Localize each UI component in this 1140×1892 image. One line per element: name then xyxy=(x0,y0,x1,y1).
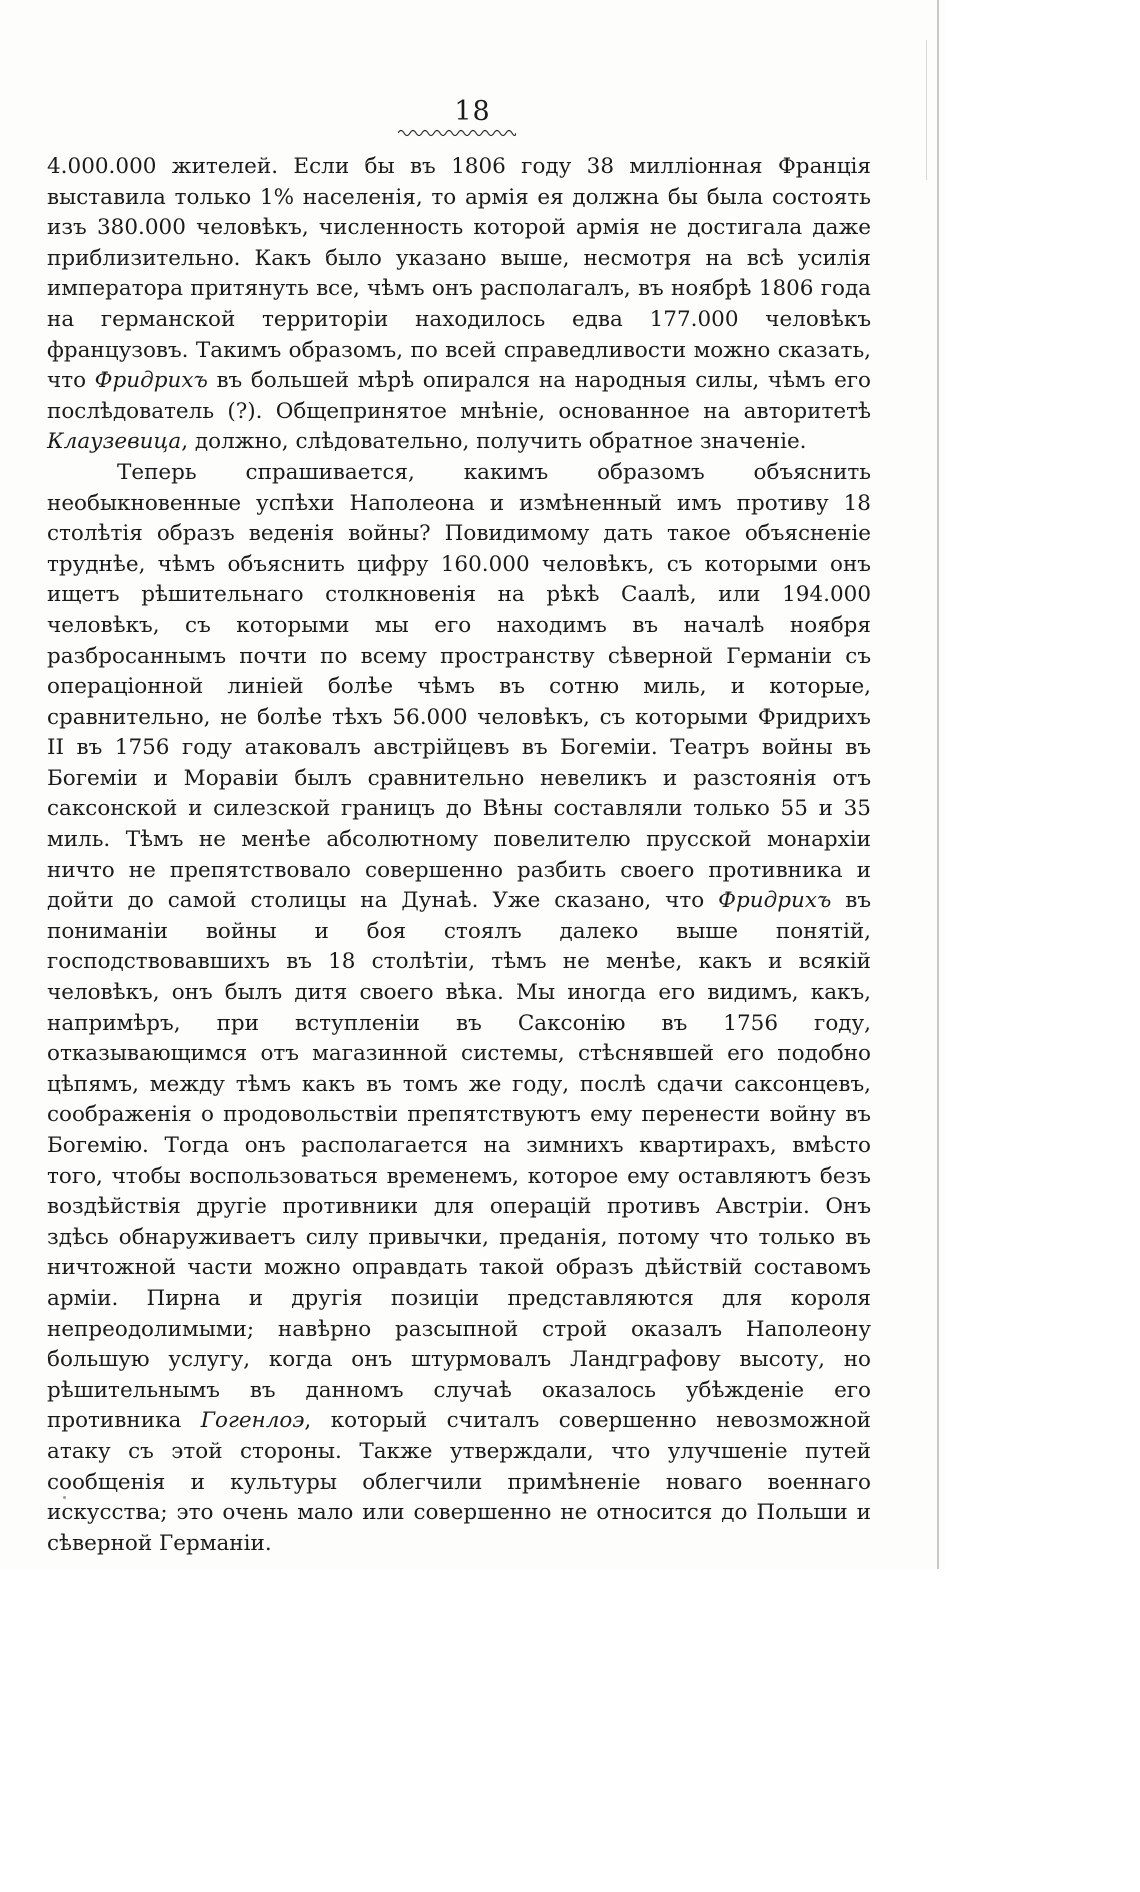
paragraph-1-text-a: 4.000.000 жителей. Если бы въ 1806 году 38 милліонная Франція выставила только 1% населенія, то армія ея должна бы была состоять изъ 380.000 человѣкъ, численность которой армія не достигала даже приблизительно. Какъ было указано выше, несмотря на всѣ усилія императора притянуть все, чѣмъ онъ располагалъ, въ ноябрѣ 1806 года на германской территоріи находилось едва 177.000 человѣкъ французовъ. Такимъ образомъ, по всей справедливости можно сказать, что xyxy=(47,154,871,394)
scan-speck xyxy=(63,1496,66,1499)
paragraph-2-text-b: въ пониманіи войны и боя стоялъ далеко выше понятій, господствовавшихъ въ 18 столѣтіи, тѣмъ не менѣе, какъ и всякій человѣкъ, онъ былъ дитя своего вѣка. Мы иногда его видимъ, какъ, напримѣръ, при вступленіи въ Саксонію въ 1756 году, отказывающимся отъ магазинной системы, стѣснявшей его подобно цѣпямъ, между тѣмъ какъ въ томъ же году, послѣ сдачи саксонцевъ, соображенія о продовольствіи препятствуютъ ему перенести войну въ Богемію. Тогда онъ располагается на зимнихъ квартирахъ, вмѣсто того, чтобы воспользоваться временемъ, которое ему оставляютъ безъ воздѣйствія другіе противники для операцій противъ Австріи. Онъ здѣсь обнаруживаетъ силу привычки, преданія, потому что только въ ничтожной части можно оправдать такой образъ дѣйствій составомъ арміи. Пирна и другія позиціи представляются для короля непреодолимыми; навѣрно разсыпной строй оказалъ Наполеону большую услугу, когда онъ штурмовалъ Ландграфову высоту, но рѣшительнымъ въ данномъ случаѣ оказалось убѣжденіе его противника xyxy=(47,888,872,1434)
italic-name-klauzevits: Клаузевица xyxy=(47,429,182,455)
paragraph-2-text-a: Теперь спрашивается, какимъ образомъ объяснить необыкновенные успѣхи Наполеона и измѣненный имъ противу 18 столѣтія образъ веденія войны? Повидимому дать такое объясненіе труднѣе, чѣмъ объяснить цифру 160.000 человѣкъ, съ которыми онъ ищетъ рѣшительнаго столкновенія на рѣкѣ Саалѣ, или 194.000 человѣкъ, съ которыми мы его находимъ въ началѣ ноября разбросаннымъ почти по всему пространству сѣверной Германіи съ операціонной линіей болѣе чѣмъ въ сотню миль, и которые, сравнительно, не болѣе тѣхъ 56.000 человѣкъ, съ которыми Фридрихъ II въ 1756 году атаковалъ австрійцевъ въ Богеміи. Театръ войны въ Богеміи и Моравіи былъ сравнительно невеликъ и разстоянія отъ саксонской и силезской границъ до Вѣны составляли только 55 и 35 миль. Тѣмъ не менѣе абсолютному повелителю прусской монархіи ничто не препятствовало совершенно разбить своего противника и дойти до самой столицы на Дунаѣ. Уже сказано, что xyxy=(47,459,871,914)
italic-name-gogenloe: Гогенлоэ xyxy=(200,1408,305,1434)
page-number: 18 xyxy=(454,96,491,127)
wavy-ornament-divider xyxy=(398,128,516,138)
paragraph-1-text-b: въ большей мѣрѣ опирался на народныя силы, чѣмъ его послѣдователь (?). Общепринятое мнѣніе, основанное на авторитетѣ xyxy=(47,368,872,424)
paragraph-2-text-c: , который считалъ совершенно невозможной атаку съ этой стороны. Также утверждали, что улучшеніе путей сообщенія и культуры облегчили примѣненіе новаго военнаго искусства; это очень мало или совершенно не относится до Польши и сѣверной Германіи. xyxy=(47,1408,872,1556)
paragraph-1-text-c: , должно, слѣдовательно, получить обратное значеніе. xyxy=(181,429,807,455)
page-edge-line xyxy=(937,0,939,1569)
italic-name-fridrikh: Фридрихъ xyxy=(94,368,208,394)
italic-name-fridrikh-2: Фридрихъ xyxy=(718,888,832,914)
paragraph-1 xyxy=(47,152,871,458)
paragraph-2 xyxy=(47,458,871,1559)
page-text xyxy=(47,152,871,1559)
